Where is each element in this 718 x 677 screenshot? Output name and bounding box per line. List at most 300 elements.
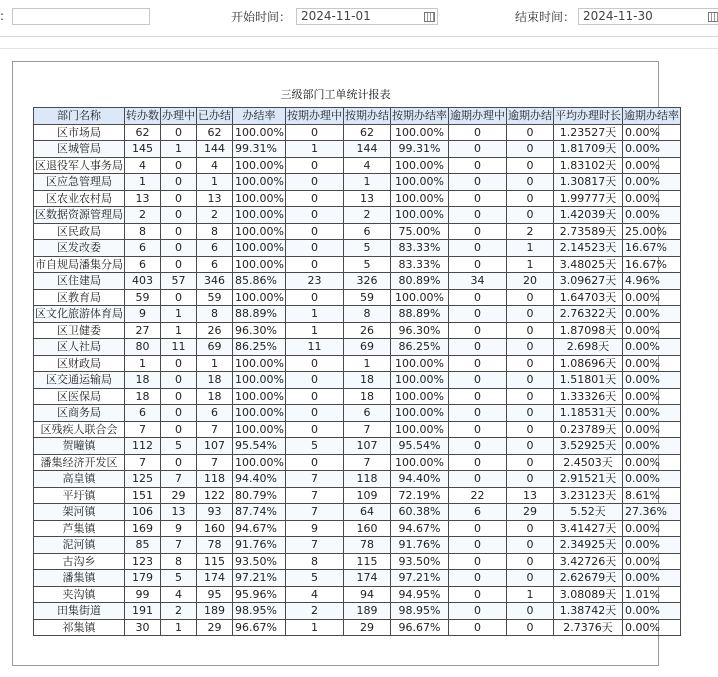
table-cell: 189 xyxy=(197,603,233,620)
table-cell: 1.42039天 xyxy=(553,207,622,224)
table-cell: 16.67% xyxy=(622,240,680,257)
table-cell: 0 xyxy=(448,405,506,422)
table-cell: 100.00% xyxy=(233,157,286,174)
table-cell: 160 xyxy=(343,520,390,537)
table-cell: 0 xyxy=(506,438,553,455)
table-cell: 0 xyxy=(161,240,197,257)
table-cell: 91.76% xyxy=(390,537,448,554)
table-cell: 0 xyxy=(506,322,553,339)
table-cell: 0 xyxy=(506,207,553,224)
table-cell: 107 xyxy=(343,438,390,455)
table-cell: 1 xyxy=(506,586,553,603)
table-cell: 0.00% xyxy=(622,306,680,323)
table-cell: 100.00% xyxy=(390,190,448,207)
table-cell: 3.08089天 xyxy=(553,586,622,603)
table-cell: 1 xyxy=(343,174,390,191)
table-cell: 8 xyxy=(343,306,390,323)
table-cell: 1.08696天 xyxy=(553,355,622,372)
table-cell: 69 xyxy=(343,339,390,356)
table-cell: 2 xyxy=(285,603,343,620)
table-cell: 0 xyxy=(506,537,553,554)
table-cell: 1.33326天 xyxy=(553,388,622,405)
table-cell: 0.00% xyxy=(622,355,680,372)
table-cell: 4 xyxy=(285,586,343,603)
table-cell: 26 xyxy=(343,322,390,339)
table-cell: 0.00% xyxy=(622,438,680,455)
table-row xyxy=(34,157,681,174)
table-cell: 区人社局 xyxy=(34,339,125,356)
table-cell: 2.91521天 xyxy=(553,471,622,488)
report-panel xyxy=(12,61,679,666)
table-cell: 0 xyxy=(285,355,343,372)
table-cell: 4.96% xyxy=(622,273,680,290)
table-cell: 27 xyxy=(125,322,161,339)
table-cell: 326 xyxy=(343,273,390,290)
table-cell: 7 xyxy=(343,454,390,471)
table-cell: 100.00% xyxy=(390,124,448,141)
table-cell: 0 xyxy=(285,256,343,273)
table-cell: 0 xyxy=(506,355,553,372)
table-cell: 86.25% xyxy=(233,339,286,356)
start-date-input[interactable]: 2024-11-01 xyxy=(296,8,438,25)
table-cell: 0 xyxy=(506,421,553,438)
table-cell: 区教育局 xyxy=(34,289,125,306)
table-row xyxy=(34,207,681,224)
table-row xyxy=(34,355,681,372)
table-cell: 100.00% xyxy=(233,405,286,422)
table-cell: 95.96% xyxy=(233,586,286,603)
table-cell: 7 xyxy=(285,487,343,504)
table-cell: 18 xyxy=(197,388,233,405)
table-row xyxy=(34,256,681,273)
table-cell: 区交通运输局 xyxy=(34,372,125,389)
table-cell: 0 xyxy=(285,190,343,207)
table-cell: 0 xyxy=(161,421,197,438)
table-cell: 0 xyxy=(285,157,343,174)
col-header: 按期办结率 xyxy=(391,109,447,123)
table-cell: 区商务局 xyxy=(34,405,125,422)
table-cell: 2 xyxy=(161,603,197,620)
table-cell: 97.21% xyxy=(233,570,286,587)
table-row xyxy=(34,372,681,389)
table-cell: 94.67% xyxy=(390,520,448,537)
table-cell: 100.00% xyxy=(233,355,286,372)
table-cell: 2.14523天 xyxy=(553,240,622,257)
table-cell: 0.00% xyxy=(622,174,680,191)
table-cell: 0 xyxy=(506,306,553,323)
table-cell: 59 xyxy=(125,289,161,306)
table-cell: 0.00% xyxy=(622,339,680,356)
table-cell: 7 xyxy=(125,421,161,438)
table-cell: 27.36% xyxy=(622,504,680,521)
table-cell: 0.23789天 xyxy=(553,421,622,438)
table-cell: 1.83102天 xyxy=(553,157,622,174)
table-cell: 106 xyxy=(125,504,161,521)
calendar-icon[interactable] xyxy=(708,12,718,22)
filter-bar xyxy=(0,0,718,37)
table-row xyxy=(34,520,681,537)
table-cell: 29 xyxy=(343,619,390,636)
table-cell: 架河镇 xyxy=(34,504,125,521)
table-cell: 112 xyxy=(125,438,161,455)
table-cell: 100.00% xyxy=(390,289,448,306)
table-cell: 9 xyxy=(161,520,197,537)
table-cell: 8 xyxy=(197,306,233,323)
col-header: 按期办理中 xyxy=(286,109,342,123)
table-cell: 0.00% xyxy=(622,372,680,389)
table-cell: 403 xyxy=(125,273,161,290)
table-cell: 26 xyxy=(197,322,233,339)
table-cell: 0 xyxy=(506,619,553,636)
table-cell: 0 xyxy=(161,223,197,240)
table-cell: 100.00% xyxy=(390,388,448,405)
table-cell: 169 xyxy=(125,520,161,537)
table-cell: 5.52天 xyxy=(553,504,622,521)
table-cell: 11 xyxy=(285,339,343,356)
table-cell: 30 xyxy=(125,619,161,636)
table-cell: 115 xyxy=(197,553,233,570)
table-cell: 174 xyxy=(197,570,233,587)
table-cell: 0 xyxy=(448,471,506,488)
table-cell: 1.18531天 xyxy=(553,405,622,422)
table-cell: 122 xyxy=(197,487,233,504)
table-cell: 1 xyxy=(161,141,197,158)
table-cell: 174 xyxy=(343,570,390,587)
table-cell: 0.00% xyxy=(622,388,680,405)
table-cell: 91.76% xyxy=(233,537,286,554)
table-cell: 1.64703天 xyxy=(553,289,622,306)
table-cell: 0 xyxy=(161,157,197,174)
table-cell: 59 xyxy=(343,289,390,306)
table-cell: 7 xyxy=(161,537,197,554)
table-cell: 100.00% xyxy=(233,223,286,240)
table-cell: 62 xyxy=(125,124,161,141)
table-cell: 0 xyxy=(448,372,506,389)
table-cell: 99.31% xyxy=(390,141,448,158)
table-cell: 0 xyxy=(506,174,553,191)
table-cell: 0 xyxy=(285,124,343,141)
table-cell: 1.81709天 xyxy=(553,141,622,158)
table-row xyxy=(34,174,681,191)
table-cell: 88.89% xyxy=(390,306,448,323)
table-cell: 1.87098天 xyxy=(553,322,622,339)
table-cell: 0 xyxy=(448,438,506,455)
table-cell: 2.34925天 xyxy=(553,537,622,554)
table-cell: 平圩镇 xyxy=(34,487,125,504)
table-cell: 0 xyxy=(448,306,506,323)
table-cell: 0 xyxy=(285,289,343,306)
table-cell: 0 xyxy=(448,570,506,587)
table-cell: 区农业农村局 xyxy=(34,190,125,207)
table-cell: 13 xyxy=(125,190,161,207)
table-cell: 0 xyxy=(448,520,506,537)
table-cell: 80.79% xyxy=(233,487,286,504)
table-cell: 16.67% xyxy=(622,256,680,273)
table-cell: 93 xyxy=(197,504,233,521)
table-cell: 0 xyxy=(448,586,506,603)
table-row xyxy=(34,471,681,488)
table-cell: 0 xyxy=(506,405,553,422)
table-cell: 98.95% xyxy=(233,603,286,620)
filter-text-input[interactable] xyxy=(12,8,150,25)
table-cell: 6 xyxy=(125,240,161,257)
table-cell: 2 xyxy=(197,207,233,224)
table-cell: 7 xyxy=(197,454,233,471)
table-cell: 94.40% xyxy=(233,471,286,488)
table-cell: 6 xyxy=(197,256,233,273)
table-cell: 100.00% xyxy=(233,124,286,141)
table-cell: 潘集经济开发区 xyxy=(34,454,125,471)
table-cell: 0 xyxy=(506,520,553,537)
table-cell: 29 xyxy=(197,619,233,636)
table-row xyxy=(34,388,681,405)
table-cell: 1 xyxy=(285,141,343,158)
table-cell: 0.00% xyxy=(622,289,680,306)
table-cell: 0 xyxy=(506,553,553,570)
table-cell: 95.54% xyxy=(390,438,448,455)
table-cell: 区应急管理局 xyxy=(34,174,125,191)
table-cell: 8 xyxy=(161,553,197,570)
table-cell: 5 xyxy=(343,240,390,257)
table-cell: 100.00% xyxy=(233,190,286,207)
table-cell: 100.00% xyxy=(390,421,448,438)
table-cell: 2 xyxy=(506,223,553,240)
end-date-input[interactable]: 2024-11-30 xyxy=(578,8,718,25)
table-row xyxy=(34,240,681,257)
table-cell: 7 xyxy=(285,504,343,521)
table-cell: 8 xyxy=(197,223,233,240)
table-cell: 94.67% xyxy=(233,520,286,537)
col-header: 逾期办理中 xyxy=(449,109,505,123)
report-table xyxy=(33,107,681,636)
table-row xyxy=(34,586,681,603)
table-cell: 93.50% xyxy=(390,553,448,570)
table-cell: 0.00% xyxy=(622,322,680,339)
table-cell: 区文化旅游体育局 xyxy=(35,307,123,321)
table-cell: 6 xyxy=(448,504,506,521)
table-cell: 0.00% xyxy=(622,421,680,438)
table-cell: 区民政局 xyxy=(34,223,125,240)
table-cell: 8.61% xyxy=(622,487,680,504)
table-cell: 144 xyxy=(197,141,233,158)
table-cell: 83.33% xyxy=(390,240,448,257)
table-cell: 6 xyxy=(343,405,390,422)
table-cell: 96.30% xyxy=(390,322,448,339)
table-cell: 0 xyxy=(506,124,553,141)
table-cell: 夹沟镇 xyxy=(34,586,125,603)
table-cell: 0 xyxy=(285,454,343,471)
table-cell: 99.31% xyxy=(233,141,286,158)
table-cell: 100.00% xyxy=(233,421,286,438)
table-cell: 0 xyxy=(161,388,197,405)
table-cell: 0 xyxy=(285,388,343,405)
table-cell: 69 xyxy=(197,339,233,356)
table-cell: 0 xyxy=(161,256,197,273)
table-cell: 100.00% xyxy=(390,454,448,471)
table-cell: 18 xyxy=(125,388,161,405)
table-cell: 72.19% xyxy=(390,487,448,504)
table-cell: 9 xyxy=(285,520,343,537)
table-cell: 5 xyxy=(343,256,390,273)
table-header-row xyxy=(34,108,681,125)
table-row xyxy=(34,487,681,504)
table-cell: 9 xyxy=(125,306,161,323)
table-cell: 0 xyxy=(161,454,197,471)
table-cell: 0.00% xyxy=(622,537,680,554)
table-cell: 23 xyxy=(285,273,343,290)
table-cell: 100.00% xyxy=(390,405,448,422)
report-title: 三级部门工单统计报表 xyxy=(280,88,391,101)
table-cell: 191 xyxy=(125,603,161,620)
table-cell: 0.00% xyxy=(622,157,680,174)
table-cell: 7 xyxy=(197,421,233,438)
table-row xyxy=(34,322,681,339)
table-cell: 100.00% xyxy=(233,207,286,224)
table-cell: 区市场局 xyxy=(34,124,125,141)
table-cell: 11 xyxy=(161,339,197,356)
table-cell: 100.00% xyxy=(390,157,448,174)
table-cell: 80 xyxy=(125,339,161,356)
table-cell: 94 xyxy=(343,586,390,603)
table-cell: 5 xyxy=(285,570,343,587)
table-cell: 0 xyxy=(506,190,553,207)
col-header: 已办结 xyxy=(198,109,231,123)
col-header: 按期办结 xyxy=(344,109,389,123)
table-cell: 179 xyxy=(125,570,161,587)
table-cell: 区退役军人事务局 xyxy=(35,158,123,172)
table-cell: 1 xyxy=(197,174,233,191)
table-cell: 0 xyxy=(448,619,506,636)
calendar-icon[interactable] xyxy=(424,12,435,22)
table-cell: 13 xyxy=(197,190,233,207)
table-cell: 0 xyxy=(448,124,506,141)
table-cell: 0.00% xyxy=(622,603,680,620)
table-cell: 125 xyxy=(125,471,161,488)
table-cell: 0.00% xyxy=(622,141,680,158)
table-cell: 99 xyxy=(125,586,161,603)
table-cell: 7 xyxy=(161,471,197,488)
table-cell: 96.67% xyxy=(233,619,286,636)
table-cell: 75.00% xyxy=(390,223,448,240)
table-cell: 0 xyxy=(506,157,553,174)
table-cell: 高皇镇 xyxy=(34,471,125,488)
table-cell: 0 xyxy=(448,322,506,339)
table-cell: 0 xyxy=(448,157,506,174)
table-cell: 0 xyxy=(448,223,506,240)
col-header: 办结率 xyxy=(233,108,286,125)
table-cell: 4 xyxy=(343,157,390,174)
table-cell: 98.95% xyxy=(390,603,448,620)
table-cell: 97.21% xyxy=(390,570,448,587)
table-cell: 1 xyxy=(197,355,233,372)
table-cell: 100.00% xyxy=(390,372,448,389)
table-cell: 区住建局 xyxy=(34,273,125,290)
table-cell: 4 xyxy=(125,157,161,174)
table-cell: 田集街道 xyxy=(34,603,125,620)
table-row xyxy=(34,405,681,422)
table-cell: 1 xyxy=(506,240,553,257)
table-cell: 7 xyxy=(285,471,343,488)
table-cell: 62 xyxy=(197,124,233,141)
table-cell: 18 xyxy=(343,388,390,405)
table-cell: 1 xyxy=(285,619,343,636)
table-cell: 18 xyxy=(125,372,161,389)
table-cell: 13 xyxy=(506,487,553,504)
table-cell: 0 xyxy=(506,471,553,488)
table-cell: 0 xyxy=(506,603,553,620)
table-cell: 0.00% xyxy=(622,570,680,587)
table-cell: 市自规局潘集分局 xyxy=(35,257,123,271)
table-cell: 64 xyxy=(343,504,390,521)
table-cell: 80.89% xyxy=(390,273,448,290)
table-cell: 95.54% xyxy=(233,438,286,455)
table-cell: 2.7376天 xyxy=(553,619,622,636)
table-row xyxy=(34,273,681,290)
table-cell: 123 xyxy=(125,553,161,570)
table-cell: 22 xyxy=(448,487,506,504)
table-cell: 0 xyxy=(161,190,197,207)
table-cell: 96.67% xyxy=(390,619,448,636)
table-cell: 2 xyxy=(343,207,390,224)
table-cell: 6 xyxy=(343,223,390,240)
table-cell: 3.41427天 xyxy=(553,520,622,537)
table-cell: 潘集镇 xyxy=(34,570,125,587)
table-cell: 100.00% xyxy=(390,355,448,372)
table-cell: 0 xyxy=(448,537,506,554)
table-cell: 88.89% xyxy=(233,306,286,323)
table-cell: 区财政局 xyxy=(34,355,125,372)
table-cell: 7 xyxy=(285,537,343,554)
table-cell: 13 xyxy=(343,190,390,207)
table-cell: 115 xyxy=(343,553,390,570)
table-cell: 3.09627天 xyxy=(553,273,622,290)
table-cell: 95 xyxy=(197,586,233,603)
table-cell: 85 xyxy=(125,537,161,554)
table-row xyxy=(34,553,681,570)
table-cell: 2.698天 xyxy=(553,339,622,356)
start-time-label: 开始时间： xyxy=(231,10,292,24)
table-row xyxy=(34,454,681,471)
table-cell: 29 xyxy=(506,504,553,521)
table-cell: 0.00% xyxy=(622,471,680,488)
table-row xyxy=(34,141,681,158)
table-cell: 59 xyxy=(197,289,233,306)
table-cell: 85.86% xyxy=(233,273,286,290)
table-cell: 1 xyxy=(506,256,553,273)
table-cell: 0 xyxy=(161,405,197,422)
table-cell: 区卫健委 xyxy=(34,322,125,339)
table-cell: 1 xyxy=(125,355,161,372)
table-cell: 4 xyxy=(197,157,233,174)
table-cell: 25.00% xyxy=(622,223,680,240)
table-cell: 93.50% xyxy=(233,553,286,570)
table-cell: 109 xyxy=(343,487,390,504)
table-row xyxy=(34,570,681,587)
table-cell: 100.00% xyxy=(233,240,286,257)
table-cell: 0 xyxy=(161,355,197,372)
table-cell: 7 xyxy=(343,421,390,438)
table-row xyxy=(34,289,681,306)
table-cell: 0 xyxy=(506,372,553,389)
col-header: 转办数 xyxy=(126,109,159,123)
table-cell: 0.00% xyxy=(622,520,680,537)
table-row xyxy=(34,619,681,636)
table-cell: 区残疾人联合会 xyxy=(34,421,125,438)
table-cell: 94.95% xyxy=(390,586,448,603)
table-cell: 3.48025天 xyxy=(553,256,622,273)
table-cell: 13 xyxy=(161,504,197,521)
table-cell: 0 xyxy=(161,207,197,224)
